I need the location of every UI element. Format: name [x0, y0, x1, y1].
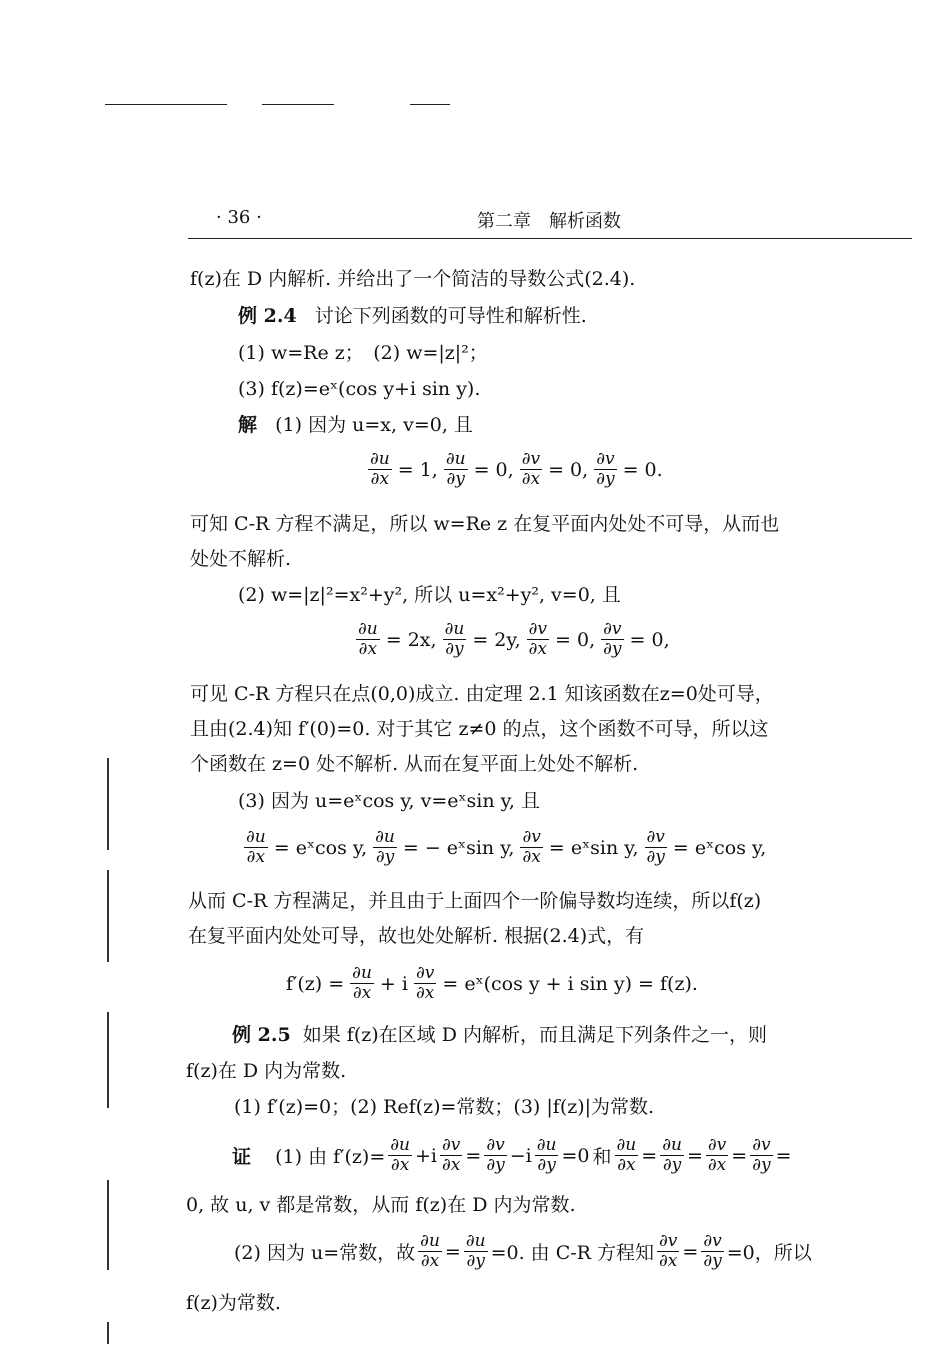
chapter-title: 第二章 解析函数 — [477, 211, 621, 232]
margin-bar — [107, 1322, 109, 1344]
text-line: 可见 C-R 方程只在点(0,0)成立. 由定理 2.1 知该函数在z=0处可导， — [190, 683, 774, 705]
eq-term: = — [444, 1240, 461, 1263]
eq-term: = 0, — [555, 628, 596, 651]
proof-text: 和 — [592, 1146, 612, 1168]
page-number: · 36 · — [216, 207, 262, 228]
text-line: f(z)在 D 内解析. 并给出了一个简洁的导数公式(2.4). — [190, 268, 636, 290]
solution-line — [238, 412, 473, 438]
margin-bar — [107, 870, 109, 962]
fraction: $\frac{\partial u}{\partial x}$ — [420, 1231, 440, 1271]
proof-text: =0，所以 — [726, 1242, 812, 1264]
fraction: $\frac{\partial v}{\partial y}$ — [486, 1135, 505, 1175]
text-line: (3) f(z)=eˣ(cos y+i sin y). — [238, 378, 481, 400]
proof-line-2 — [234, 1232, 812, 1271]
text-line: (2) w=|z|²=x²+y², 所以 u=x²+y², v=0, 且 — [238, 584, 621, 606]
text-line: 且由(2.4)知 f′(0)=0. 对于其它 z≠0 的点，这个函数不可导，所以这 — [190, 718, 769, 740]
eq-term: = — [465, 1144, 482, 1167]
fraction: $\frac{\partial v}{\partial y}$ — [703, 1231, 722, 1271]
eq-term: =0 — [561, 1144, 590, 1167]
example-text: 讨论下列函数的可导性和解析性. — [314, 305, 587, 327]
proof-label: 证 — [232, 1146, 252, 1168]
margin-bar — [107, 1180, 109, 1270]
fraction: $\frac{\partial v}{\partial x}$ — [522, 827, 541, 867]
eq-term: + i — [379, 972, 408, 995]
example-label: 例 2.4 — [238, 305, 297, 327]
proof-text: (2) 因为 u=常数，故 — [234, 1242, 416, 1264]
text-line: f(z)为常数. — [186, 1292, 281, 1314]
fraction: $\frac{\partial v}{\partial x}$ — [528, 619, 548, 659]
fraction: $\frac{\partial u}{\partial x}$ — [616, 1135, 637, 1175]
equation-3 — [244, 828, 766, 867]
header-rule — [188, 238, 912, 239]
example-heading — [232, 1022, 767, 1048]
eq-term: = eˣ(cos y + i sin y) = f(z). — [442, 972, 698, 995]
eq-term: = — [686, 1144, 703, 1167]
eq-term: = 2x, — [385, 628, 437, 651]
eq-term: = — [731, 1144, 748, 1167]
fraction: $\frac{\partial v}{\partial x}$ — [521, 449, 541, 489]
fraction: $\frac{\partial v}{\partial x}$ — [415, 963, 435, 1003]
eq-term: = eˣsin y, — [548, 836, 639, 859]
eq-term: = — [641, 1144, 658, 1167]
solution-text: (1) 因为 u=x, v=0, 且 — [275, 414, 473, 436]
eq-term: = − eˣsin y, — [402, 836, 515, 859]
example-heading — [238, 303, 587, 329]
eq-term: f′(z) = — [286, 972, 345, 995]
text-line: 个函数在 z=0 处不解析. 从而在复平面上处处不解析. — [190, 753, 639, 775]
text-line: (1) w=Re z； (2) w=|z|²； — [238, 342, 488, 364]
fraction: $\frac{\partial u}{\partial x}$ — [352, 963, 372, 1003]
fraction: $\frac{\partial u}{\partial y}$ — [465, 1231, 486, 1271]
fraction: $\frac{\partial u}{\partial y}$ — [444, 619, 465, 659]
eq-term: −i — [509, 1144, 532, 1167]
margin-bar — [107, 758, 109, 850]
text-line: 在复平面内处处可导，故也处处解析. 根据(2.4)式，有 — [188, 925, 645, 947]
fraction: $\frac{\partial v}{\partial y}$ — [752, 1135, 771, 1175]
eq-term: = 2y, — [472, 628, 521, 651]
text-line: 处处不解析. — [190, 548, 292, 570]
proof-text: (1) 由 f′(z)= — [275, 1146, 386, 1168]
fraction: $\frac{\partial v}{\partial x}$ — [442, 1135, 461, 1175]
text-line: (3) 因为 u=eˣcos y, v=eˣsin y, 且 — [238, 790, 540, 812]
scan-rule-1 — [105, 104, 227, 105]
scan-rule-2 — [262, 104, 334, 105]
fraction: $\frac{\partial u}{\partial y}$ — [536, 1135, 557, 1175]
proof-line-1 — [232, 1136, 792, 1175]
fraction: $\frac{\partial u}{\partial x}$ — [246, 827, 266, 867]
equation-4 — [286, 964, 698, 1003]
eq-term: = eˣcos y, — [672, 836, 767, 859]
eq-term: = 0, — [629, 628, 670, 651]
fraction: $\frac{\partial u}{\partial x}$ — [358, 619, 378, 659]
fraction: $\frac{\partial u}{\partial x}$ — [390, 1135, 410, 1175]
fraction: $\frac{\partial u}{\partial x}$ — [370, 449, 390, 489]
fraction: $\frac{\partial v}{\partial y}$ — [603, 619, 622, 659]
eq-term: = 0, — [548, 458, 589, 481]
solution-label: 解 — [238, 414, 258, 436]
proof-text: =0. 由 C-R 方程知 — [490, 1242, 655, 1264]
text-line: 可知 C-R 方程不满足，所以 w=Re z 在复平面内处处不可导，从而也 — [190, 513, 780, 535]
eq-term: = 1, — [397, 458, 438, 481]
fraction: $\frac{\partial v}{\partial x}$ — [707, 1135, 727, 1175]
equation-1 — [368, 450, 663, 489]
fraction: $\frac{\partial v}{\partial x}$ — [659, 1231, 678, 1271]
equation-2 — [356, 620, 670, 659]
eq-term: = — [682, 1240, 699, 1263]
text-line: 从而 C-R 方程满足，并且由于上面四个一阶偏导数均连续，所以f(z) — [188, 890, 762, 912]
text-line: f(z)在 D 内为常数. — [186, 1060, 347, 1082]
scan-rule-3 — [410, 104, 450, 105]
eq-term: = 0. — [622, 458, 663, 481]
fraction: $\frac{\partial u}{\partial y}$ — [662, 1135, 682, 1175]
fraction: $\frac{\partial u}{\partial y}$ — [445, 449, 466, 489]
example-text: 如果 f(z)在区域 D 内解析，而且满足下列条件之一，则 — [302, 1024, 767, 1046]
eq-term: = eˣcos y, — [273, 836, 368, 859]
eq-term: +i — [415, 1144, 437, 1167]
eq-term: = 0, — [473, 458, 514, 481]
text-line: 0, 故 u, v 都是常数，从而 f(z)在 D 内为常数. — [186, 1194, 576, 1216]
margin-bar — [107, 1012, 109, 1108]
text-line: (1) f′(z)=0；(2) Ref(z)=常数；(3) |f(z)|为常数. — [234, 1096, 655, 1118]
example-label: 例 2.5 — [232, 1024, 291, 1046]
fraction: $\frac{\partial v}{\partial y}$ — [596, 449, 615, 489]
fraction: $\frac{\partial u}{\partial y}$ — [375, 827, 395, 867]
eq-term: = — [775, 1144, 792, 1167]
fraction: $\frac{\partial v}{\partial y}$ — [646, 827, 665, 867]
